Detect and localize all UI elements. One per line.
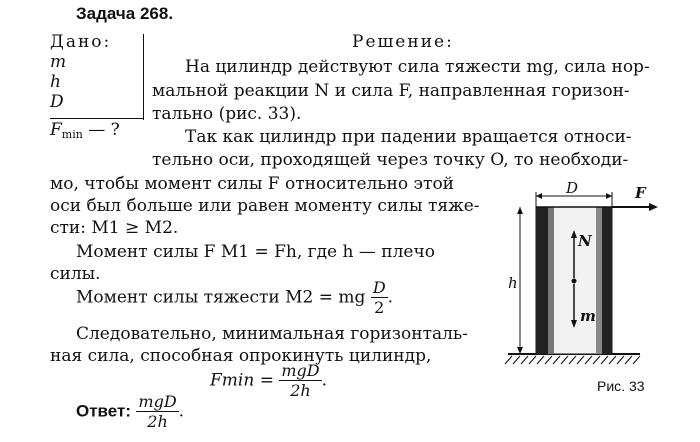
p1-line1: На цилиндр действуют сила тяжести mg, сила нор- bbox=[185, 57, 650, 77]
find-line bbox=[50, 120, 120, 141]
p3-line1: Момент силы F M1 = Fh, где h — плечо bbox=[76, 242, 435, 262]
fmin-fraction bbox=[279, 361, 321, 400]
find-symbol: F bbox=[50, 120, 62, 140]
ground-hatching bbox=[505, 356, 640, 364]
given-divider-horizontal bbox=[50, 118, 144, 119]
p5-line1: Следовательно, минимальная горизонталь- bbox=[76, 324, 468, 344]
label-f: F bbox=[635, 184, 646, 202]
given-item-h: h bbox=[50, 72, 61, 92]
given-label: Дано: bbox=[50, 32, 112, 52]
fmin-numerator: mgD bbox=[281, 361, 320, 380]
p4-line: Момент силы тяжести M2 = mg $\frac{D}{2}$ . bbox=[76, 278, 394, 317]
p2-line2: тельно оси, проходящей через точку O, то необходи- bbox=[152, 150, 629, 170]
fmin-lead: Fmin = bbox=[210, 370, 274, 391]
label-n: N bbox=[578, 232, 592, 250]
cylinder-figure bbox=[500, 178, 690, 373]
given-divider-vertical bbox=[143, 34, 144, 120]
p2-line1: Так как цилиндр при падении вращается относи- bbox=[185, 127, 632, 147]
problem-title: Задача 268. bbox=[76, 4, 174, 23]
cylinder-left-midtone bbox=[548, 207, 554, 354]
p5-line2: ная сила, способная опрокинуть цилиндр, bbox=[50, 346, 432, 366]
answer-label: Ответ: bbox=[76, 401, 131, 421]
given-item-m: m bbox=[50, 52, 67, 72]
p4-denominator: 2 bbox=[374, 298, 385, 317]
answer-line: Ответ: $\frac{\text{mgD}}{2h}$ . bbox=[76, 392, 185, 431]
label-d: D bbox=[566, 179, 579, 197]
center-of-mass bbox=[572, 279, 577, 284]
p2-line3: мо, чтобы момент силы F относительно этой bbox=[50, 174, 455, 194]
fmin-formula: Fmin = $\frac{\text{mgD}}{2h}$ . bbox=[210, 361, 328, 400]
fmin-denominator: 2h bbox=[290, 381, 311, 400]
p1-line3: тально (рис. 33). bbox=[152, 104, 302, 124]
p4-fraction bbox=[371, 278, 388, 317]
answer-fraction bbox=[136, 392, 178, 431]
cylinder-left-shade bbox=[536, 207, 548, 354]
p1-line2: мальной реакции N и сила F, направленная горизон- bbox=[152, 81, 630, 101]
p4-numerator: D bbox=[372, 278, 386, 297]
answer-numerator: mgD bbox=[138, 392, 177, 411]
find-subscript: min bbox=[61, 128, 83, 141]
p3-line2: силы. bbox=[50, 264, 101, 284]
figure-caption: Рис. 33 bbox=[597, 378, 645, 394]
cylinder-right-shade bbox=[602, 207, 612, 354]
solution-heading: Решение: bbox=[352, 32, 454, 52]
p2-line5: сти: M1 ≥ M2. bbox=[50, 218, 179, 238]
label-m: m bbox=[580, 307, 596, 325]
find-tail: — ? bbox=[82, 120, 120, 140]
cylinder-right-midtone bbox=[596, 207, 602, 354]
answer-denominator: 2h bbox=[147, 412, 168, 431]
p4-lead: Момент силы тяжести M2 = mg bbox=[76, 287, 366, 308]
label-h: h bbox=[508, 274, 518, 292]
given-item-d: D bbox=[50, 92, 64, 112]
p2-line4: оси был больше или равен моменту силы тяже- bbox=[50, 196, 480, 216]
